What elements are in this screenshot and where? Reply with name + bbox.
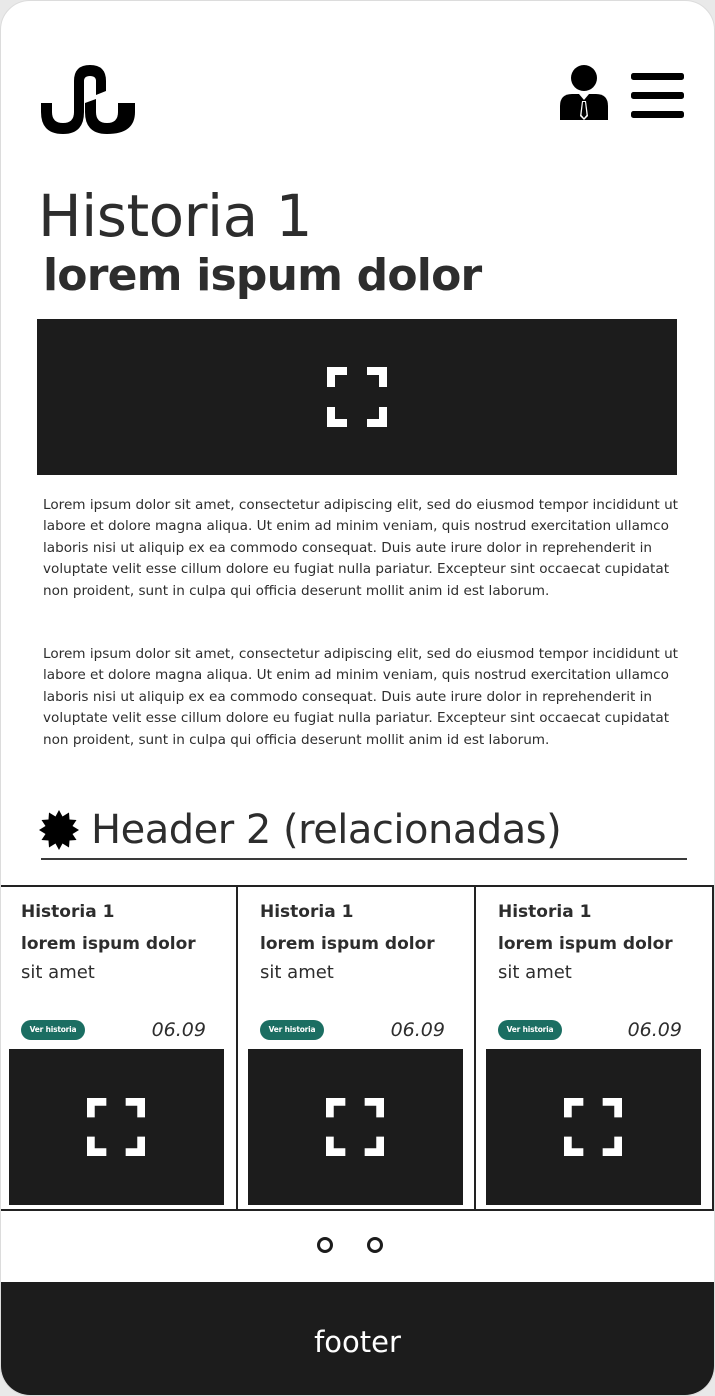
card-date: 06.09 — [390, 1019, 445, 1041]
related-card[interactable] — [0, 887, 236, 1209]
card-image[interactable] — [486, 1049, 701, 1205]
card-subtitle: lorem ispum dolor — [260, 934, 435, 954]
expand-icon[interactable] — [87, 1098, 145, 1156]
pagination-dot[interactable] — [367, 1237, 383, 1253]
card-date: 06.09 — [627, 1019, 682, 1041]
card-text: sit amet — [21, 962, 95, 983]
card-text: sit amet — [498, 962, 572, 983]
user-icon[interactable] — [557, 64, 611, 122]
hamburger-menu-icon[interactable] — [629, 71, 685, 121]
card-image[interactable] — [9, 1049, 224, 1205]
stumbleupon-logo-icon[interactable] — [41, 59, 141, 135]
ver-historia-button[interactable]: Ver historia — [498, 1020, 562, 1040]
related-carousel[interactable] — [0, 885, 715, 1211]
body-paragraph: Lorem ipsum dolor sit amet, consectetur adipiscing elit, sed do eiusmod tempor incididunt ut labore et dolore magna aliqua. Ut enim ad minim veniam, quis nostrud exercitation ullamco laboris nisi ut aliquip ex ea commodo consequat. Duis aute irure dolor in reprehenderit in voluptate velit esse cillum dolore eu fugiat nulla pariatur. Excepteur sint occaecat cupidatat non proident, sunt in culpa qui officia deserunt mollit anim id est laborum. — [43, 497, 679, 599]
page-title: Historia 1 — [38, 182, 313, 250]
footer-label: footer — [314, 1325, 401, 1359]
expand-icon[interactable] — [327, 367, 387, 427]
card-title: Historia 1 — [498, 902, 592, 922]
expand-icon[interactable] — [326, 1098, 384, 1156]
related-card[interactable] — [474, 887, 714, 1209]
related-card[interactable] — [236, 887, 475, 1209]
badge-icon — [39, 810, 79, 850]
hero-image[interactable] — [37, 319, 677, 475]
card-text: sit amet — [260, 962, 334, 983]
expand-icon[interactable] — [564, 1098, 622, 1156]
card-subtitle: lorem ispum dolor — [21, 934, 196, 954]
footer — [1, 1282, 714, 1396]
card-subtitle: lorem ispum dolor — [498, 934, 673, 954]
card-title: Historia 1 — [21, 902, 115, 922]
page-subtitle: lorem ispum dolor — [43, 250, 482, 301]
section-divider — [41, 858, 687, 860]
card-image[interactable] — [248, 1049, 463, 1205]
card-date: 06.09 — [151, 1019, 206, 1041]
ver-historia-button[interactable]: Ver historia — [21, 1020, 85, 1040]
section-title: Header 2 (relacionadas) — [91, 807, 562, 853]
ver-historia-button[interactable]: Ver historia — [260, 1020, 324, 1040]
pagination-dot[interactable] — [317, 1237, 333, 1253]
card-title: Historia 1 — [260, 902, 354, 922]
carousel-pagination — [317, 1237, 387, 1255]
body-paragraph: Lorem ipsum dolor sit amet, consectetur adipiscing elit, sed do eiusmod tempor incididunt ut labore et dolore magna aliqua. Ut enim ad minim veniam, quis nostrud exercitation ullamco laboris nisi ut aliquip ex ea commodo consequat. Duis aute irure dolor in reprehenderit in voluptate velit esse cillum dolore eu fugiat nulla pariatur. Excepteur sint occaecat cupidatat non proident, sunt in culpa qui officia deserunt mollit anim id est laborum. — [43, 646, 679, 748]
